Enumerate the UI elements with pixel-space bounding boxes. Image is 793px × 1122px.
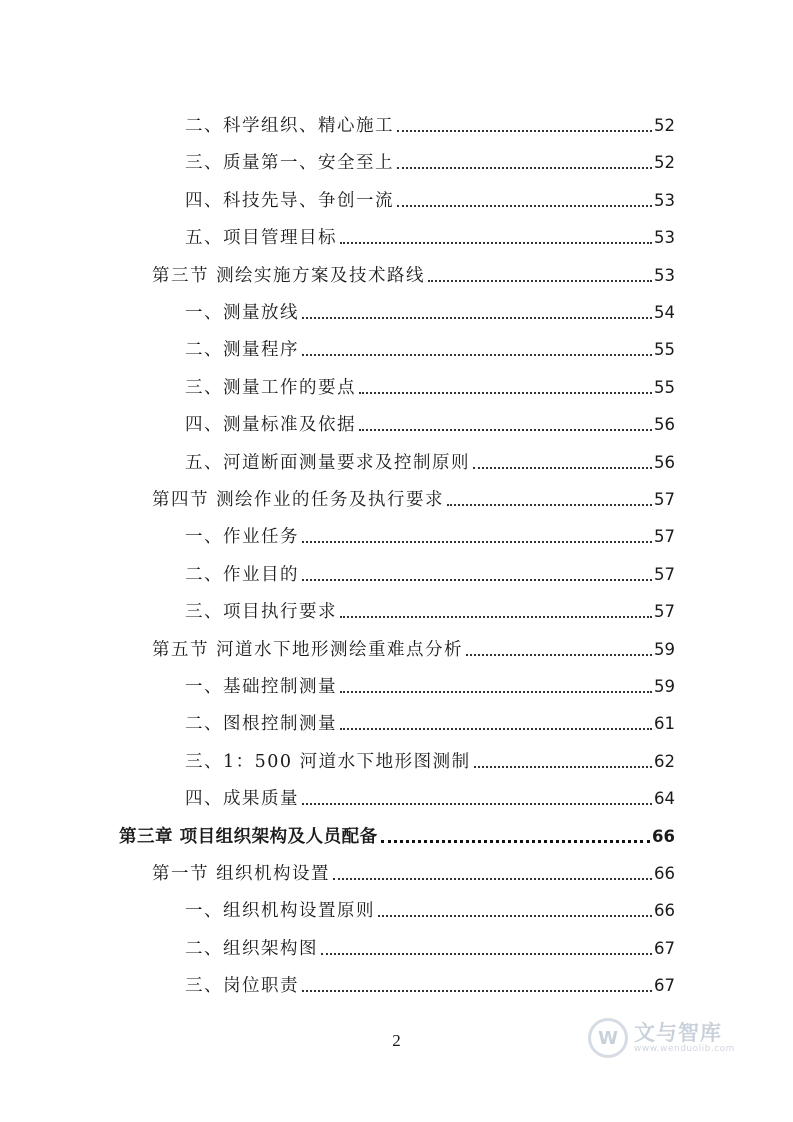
toc-entry-label: 四、科技先导、争创一流: [185, 190, 394, 211]
dot-leader: [378, 915, 652, 917]
toc-entry[interactable]: [185, 737, 675, 773]
toc-entry[interactable]: [185, 512, 675, 548]
dot-leader: [302, 990, 652, 992]
toc-entry-section[interactable]: [152, 475, 675, 511]
dot-leader: [302, 803, 652, 805]
toc-entry-page: 66: [654, 901, 675, 921]
toc-entry-label: 二、科学组织、精心施工: [185, 116, 394, 136]
toc-entry-page: 61: [654, 714, 675, 734]
dot-leader: [397, 205, 652, 207]
toc-entry-page: 53: [654, 265, 675, 285]
toc-entry[interactable]: [185, 961, 675, 997]
toc-entry-page: 56: [654, 415, 675, 435]
watermark-title: 文与智库: [634, 1021, 722, 1045]
toc-entry-label: 三、测量工作的要点: [185, 377, 356, 398]
dot-leader: [359, 392, 652, 394]
toc-entry-page: 67: [654, 976, 675, 996]
toc-entry[interactable]: [185, 924, 675, 960]
toc-entry-label: 一、测量放线: [185, 303, 299, 323]
toc-entry-page: 59: [654, 677, 675, 696]
dot-leader: [428, 280, 652, 282]
toc-entry-page: 53: [654, 228, 675, 248]
toc-entry-label: 五、项目管理目标: [185, 228, 337, 249]
toc-entry[interactable]: [185, 400, 675, 436]
toc-entry[interactable]: [185, 699, 675, 735]
toc-entry-label: 四、测量标准及依据: [185, 415, 356, 436]
toc-entry-page: 52: [654, 153, 675, 173]
dot-leader: [397, 167, 652, 169]
dot-leader: [321, 953, 652, 955]
toc-entry-section[interactable]: [152, 625, 675, 661]
toc-entry-label: 二、图根控制测量: [185, 714, 337, 735]
toc-entry-label: 三、项目执行要求: [185, 602, 337, 623]
toc-entry-label: 第三节 测绘实施方案及技术路线: [152, 265, 426, 286]
toc-entry[interactable]: [185, 176, 675, 212]
watermark-logo-icon: W: [588, 1018, 628, 1058]
toc-entry-label: 三、岗位职责: [185, 976, 299, 997]
watermark-text: [634, 1022, 735, 1054]
toc-entry-label: 二、组织架构图: [185, 938, 318, 959]
toc-entry-page: 57: [654, 490, 675, 509]
page-number: 2: [392, 1031, 401, 1050]
toc-entry-page: 52: [654, 116, 675, 135]
toc-entry[interactable]: [185, 438, 675, 474]
toc-entry-page: 57: [654, 602, 675, 622]
toc-entry-page: 54: [654, 303, 675, 322]
toc-entry-page: 57: [654, 564, 675, 584]
toc-entry-label: 第一节 组织机构设置: [152, 864, 331, 884]
toc-entry[interactable]: [185, 550, 675, 586]
dot-leader: [302, 579, 652, 581]
dot-leader: [474, 766, 652, 768]
toc-entry-page: 55: [654, 377, 675, 397]
toc-entry-page: 57: [654, 527, 675, 547]
toc-entry-label: 三、质量第一、安全至上: [185, 153, 394, 174]
toc-entry-label: 一、基础控制测量: [185, 677, 337, 697]
dot-leader: [333, 878, 652, 880]
toc-entry-page: 62: [654, 751, 675, 771]
dot-leader: [381, 840, 650, 843]
toc-entry[interactable]: [185, 288, 675, 324]
dot-leader: [447, 504, 652, 506]
toc-entry[interactable]: [185, 886, 675, 922]
dot-leader: [302, 541, 652, 543]
toc-entry[interactable]: [185, 363, 675, 399]
toc-entry-label: 五、河道断面测量要求及控制原则: [185, 452, 470, 473]
toc-entry-page: 55: [654, 340, 675, 360]
toc-entry-section[interactable]: [152, 849, 675, 885]
watermark-subtitle: www.wenduolib.com: [634, 1044, 735, 1054]
toc-entry-section[interactable]: [152, 251, 675, 287]
dot-leader: [397, 130, 652, 132]
toc-entry-page: 64: [654, 789, 675, 809]
watermark: [588, 1018, 735, 1058]
dot-leader: [340, 691, 652, 693]
toc-entry-label: 第三章 项目组织架构及人员配备: [119, 826, 378, 847]
toc-entry-label: 一、组织机构设置原则: [185, 901, 375, 922]
dot-leader: [302, 317, 652, 319]
toc-entry[interactable]: [185, 587, 675, 623]
toc-entry-page: 67: [654, 938, 675, 958]
toc-entry-label: 第五节 河道水下地形测绘重难点分析: [152, 639, 464, 660]
toc-entry[interactable]: [185, 325, 675, 361]
toc-entry[interactable]: [185, 774, 675, 810]
dot-leader: [340, 728, 652, 730]
toc-entry-label: 三、1：500 河道水下地形图测制: [185, 751, 471, 772]
toc-entry[interactable]: [185, 101, 675, 137]
toc-entry[interactable]: [185, 138, 675, 174]
toc-entry-page: 56: [654, 452, 675, 472]
toc-entry-label: 二、测量程序: [185, 340, 299, 361]
toc-entry-label: 一、作业任务: [185, 527, 299, 548]
toc-entry-label: 二、作业目的: [185, 564, 299, 585]
dot-leader: [466, 654, 652, 656]
toc-entry-page: 66: [654, 864, 675, 883]
toc-entry-chapter[interactable]: [119, 812, 675, 848]
toc-entry[interactable]: [185, 662, 675, 698]
dot-leader: [302, 354, 652, 356]
toc-entry-label: 第四节 测绘作业的任务及执行要求: [152, 490, 445, 510]
toc-entry-page: 66: [652, 826, 675, 846]
dot-leader: [359, 429, 652, 431]
toc-entry-page: 53: [654, 190, 675, 210]
dot-leader: [340, 616, 652, 618]
dot-leader: [473, 467, 652, 469]
toc-entry-page: 59: [654, 639, 675, 659]
dot-leader: [340, 242, 652, 244]
toc-entry-label: 四、成果质量: [185, 789, 299, 810]
toc-entry[interactable]: [185, 213, 675, 249]
